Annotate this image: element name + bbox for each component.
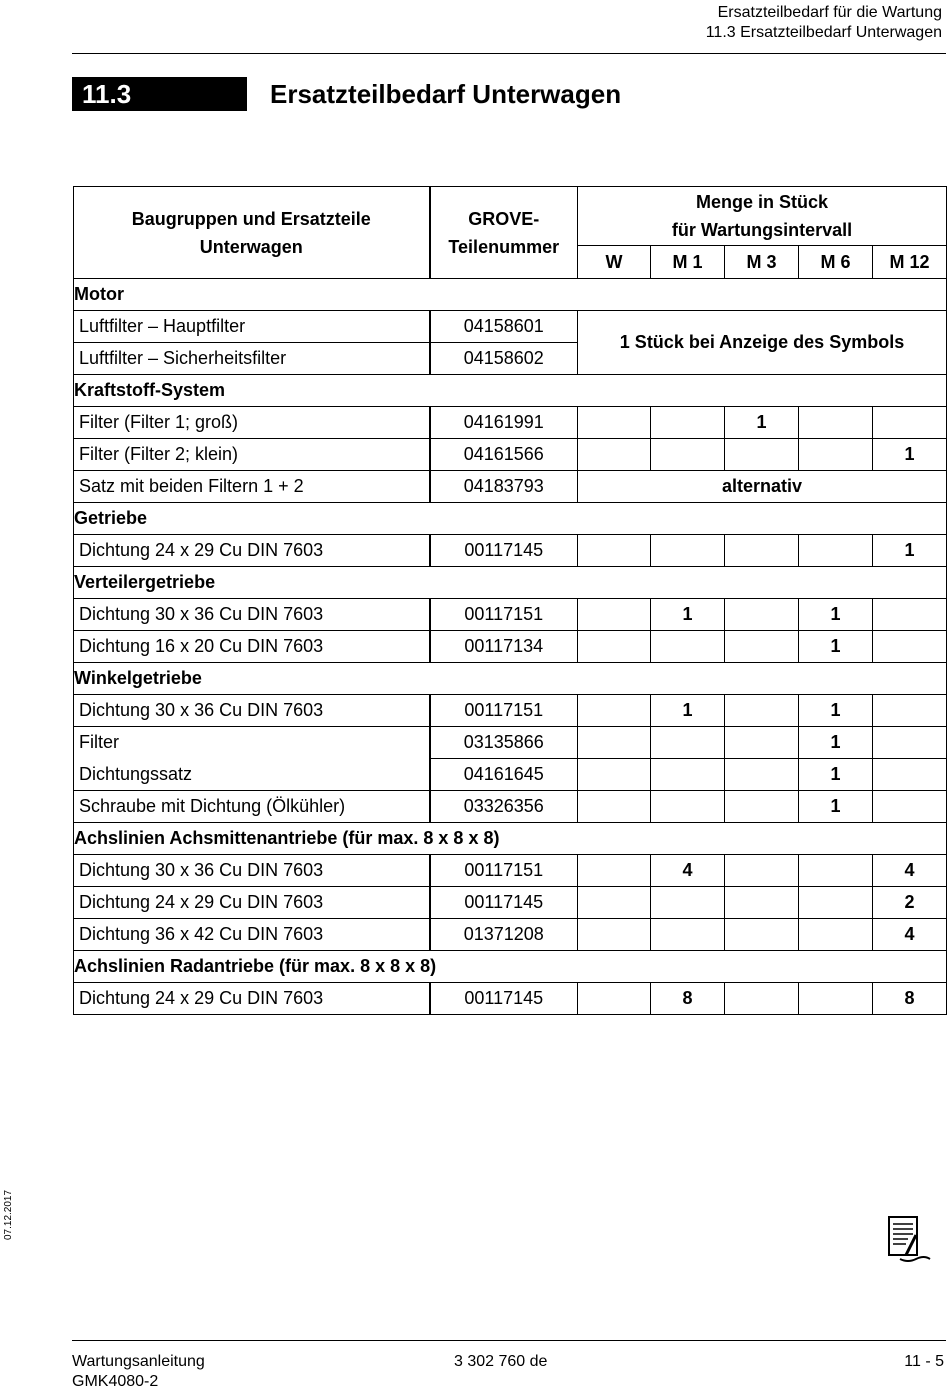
part-number: 03326356 xyxy=(430,791,578,823)
part-name: Dichtung 24 x 29 Cu DIN 7603 xyxy=(74,535,430,567)
qty-m12: 4 xyxy=(873,919,947,951)
qty-m12: 4 xyxy=(873,855,947,887)
qty-m12: 8 xyxy=(873,983,947,1015)
quantity-header-line1: Menge in Stück xyxy=(696,192,829,212)
qty-m3 xyxy=(725,439,799,471)
group-row-gearbox: Getriebe xyxy=(74,503,947,535)
qty-m12 xyxy=(873,599,947,631)
part-number: 00117151 xyxy=(430,695,578,727)
group-row-angle-gearbox: Winkelgetriebe xyxy=(74,663,947,695)
qty-m6: 1 xyxy=(799,759,873,791)
interval-header-m6: M 6 xyxy=(799,246,873,279)
header-title-line2: 11.3 Ersatzteilbedarf Unterwagen xyxy=(705,24,942,41)
qty-m3 xyxy=(725,855,799,887)
part-number: 00117145 xyxy=(430,983,578,1015)
qty-m3 xyxy=(725,791,799,823)
qty-w xyxy=(578,727,651,759)
part-name: Dichtungssatz xyxy=(74,759,430,791)
qty-m1 xyxy=(651,439,725,471)
qty-m6: 1 xyxy=(799,727,873,759)
qty-m6 xyxy=(799,407,873,439)
footer-rule xyxy=(72,1340,946,1341)
qty-m6 xyxy=(799,919,873,951)
qty-m3 xyxy=(725,919,799,951)
side-date: 07.12.2017 xyxy=(3,1189,14,1240)
alternative-note: alternativ xyxy=(578,471,947,503)
group-row-fuel-system: Kraftstoff-System xyxy=(74,375,947,407)
qty-m3 xyxy=(725,535,799,567)
column-header-part-number: GROVE-Teilenummer xyxy=(430,187,578,279)
part-name: Luftfilter – Sicherheitsfilter xyxy=(74,343,430,375)
qty-m1: 4 xyxy=(651,855,725,887)
column-header-parts: Baugruppen und Ersatzteile Unterwagen xyxy=(74,187,430,279)
part-number: 00117151 xyxy=(430,599,578,631)
part-number: 00117145 xyxy=(430,535,578,567)
qty-m6: 1 xyxy=(799,599,873,631)
part-number: 04158602 xyxy=(430,343,578,375)
qty-w xyxy=(578,791,651,823)
part-name: Luftfilter – Hauptfilter xyxy=(74,311,430,343)
qty-m1: 1 xyxy=(651,599,725,631)
qty-w xyxy=(578,439,651,471)
interval-header-w: W xyxy=(578,246,651,279)
qty-m6 xyxy=(799,887,873,919)
chapter-title: Ersatzteilbedarf Unterwagen xyxy=(270,79,622,109)
quantity-header-line2: für Wartungsintervall xyxy=(671,220,853,240)
part-name: Dichtung 30 x 36 Cu DIN 7603 xyxy=(74,695,430,727)
qty-m1 xyxy=(651,407,725,439)
qty-m12 xyxy=(873,727,947,759)
part-name: Dichtung 16 x 20 Cu DIN 7603 xyxy=(74,631,430,663)
qty-m6 xyxy=(799,855,873,887)
qty-m3 xyxy=(725,631,799,663)
part-name: Filter xyxy=(74,727,430,759)
spare-parts-table xyxy=(73,186,947,1015)
part-name: Dichtung 30 x 36 Cu DIN 7603 xyxy=(74,855,430,887)
qty-w xyxy=(578,631,651,663)
chapter-number-box: 11.3 xyxy=(72,77,247,111)
part-name: Dichtung 30 x 36 Cu DIN 7603 xyxy=(74,599,430,631)
qty-m1 xyxy=(651,791,725,823)
qty-m3 xyxy=(725,983,799,1015)
footer-model: GMK4080-2 xyxy=(72,1373,159,1390)
part-number: 01371208 xyxy=(430,919,578,951)
qty-w xyxy=(578,983,651,1015)
qty-m3: 1 xyxy=(725,407,799,439)
qty-m12: 2 xyxy=(873,887,947,919)
qty-m1 xyxy=(651,759,725,791)
qty-m1 xyxy=(651,887,725,919)
column-header-quantity xyxy=(578,187,947,246)
interval-header-m12: M 12 xyxy=(873,246,947,279)
qty-m1: 8 xyxy=(651,983,725,1015)
qty-m12 xyxy=(873,791,947,823)
part-name: Schraube mit Dichtung (Ölkühler) xyxy=(74,791,430,823)
qty-m12: 1 xyxy=(873,439,947,471)
qty-m3 xyxy=(725,759,799,791)
interval-header-m1: M 1 xyxy=(651,246,725,279)
group-row-transfer-case: Verteilergetriebe xyxy=(74,567,947,599)
qty-m6 xyxy=(799,983,873,1015)
part-number: 04161566 xyxy=(430,439,578,471)
part-number: 04161645 xyxy=(430,759,578,791)
qty-m1: 1 xyxy=(651,695,725,727)
qty-m12: 1 xyxy=(873,535,947,567)
footer-manual-type: Wartungsanleitung xyxy=(72,1353,205,1370)
qty-m12 xyxy=(873,407,947,439)
part-number: 00117134 xyxy=(430,631,578,663)
qty-w xyxy=(578,599,651,631)
header-rule xyxy=(72,53,946,54)
qty-m1 xyxy=(651,535,725,567)
qty-w xyxy=(578,919,651,951)
qty-m12 xyxy=(873,695,947,727)
part-number: 00117151 xyxy=(430,855,578,887)
interval-header-m3: M 3 xyxy=(725,246,799,279)
part-number: 04183793 xyxy=(430,471,578,503)
footer-page-number: 11 - 5 xyxy=(904,1353,944,1370)
part-name: Filter (Filter 2; klein) xyxy=(74,439,430,471)
part-name: Dichtung 24 x 29 Cu DIN 7603 xyxy=(74,887,430,919)
part-name: Filter (Filter 1; groß) xyxy=(74,407,430,439)
part-name: Dichtung 36 x 42 Cu DIN 7603 xyxy=(74,919,430,951)
qty-w xyxy=(578,535,651,567)
qty-m3 xyxy=(725,599,799,631)
qty-m1 xyxy=(651,631,725,663)
part-number: 00117145 xyxy=(430,887,578,919)
qty-m1 xyxy=(651,727,725,759)
qty-m6 xyxy=(799,439,873,471)
part-name: Dichtung 24 x 29 Cu DIN 7603 xyxy=(74,983,430,1015)
qty-m6: 1 xyxy=(799,631,873,663)
part-number: 04161991 xyxy=(430,407,578,439)
qty-m12 xyxy=(873,759,947,791)
qty-w xyxy=(578,887,651,919)
part-number: 04158601 xyxy=(430,311,578,343)
qty-m1 xyxy=(651,919,725,951)
qty-w xyxy=(578,855,651,887)
qty-m3 xyxy=(725,887,799,919)
symbol-note: 1 Stück bei Anzeige des Symbols xyxy=(578,311,947,375)
qty-m3 xyxy=(725,727,799,759)
qty-w xyxy=(578,407,651,439)
group-row-axle-center-drives: Achslinien Achsmittenantriebe (für max. 8 x 8 x 8) xyxy=(74,823,947,855)
qty-w xyxy=(578,695,651,727)
qty-m3 xyxy=(725,695,799,727)
footer-document-number: 3 302 760 de xyxy=(454,1353,548,1370)
group-row-axle-wheel-drives: Achslinien Radantriebe (für max. 8 x 8 x 8) xyxy=(74,951,947,983)
header-title-line1: Ersatzteilbedarf für die Wartung xyxy=(717,4,942,21)
qty-m6 xyxy=(799,535,873,567)
manual-page-icon xyxy=(886,1215,932,1263)
part-name: Satz mit beiden Filtern 1 + 2 xyxy=(74,471,430,503)
qty-m6: 1 xyxy=(799,695,873,727)
part-number: 03135866 xyxy=(430,727,578,759)
qty-w xyxy=(578,759,651,791)
qty-m12 xyxy=(873,631,947,663)
group-row-motor: Motor xyxy=(74,279,947,311)
qty-m6: 1 xyxy=(799,791,873,823)
